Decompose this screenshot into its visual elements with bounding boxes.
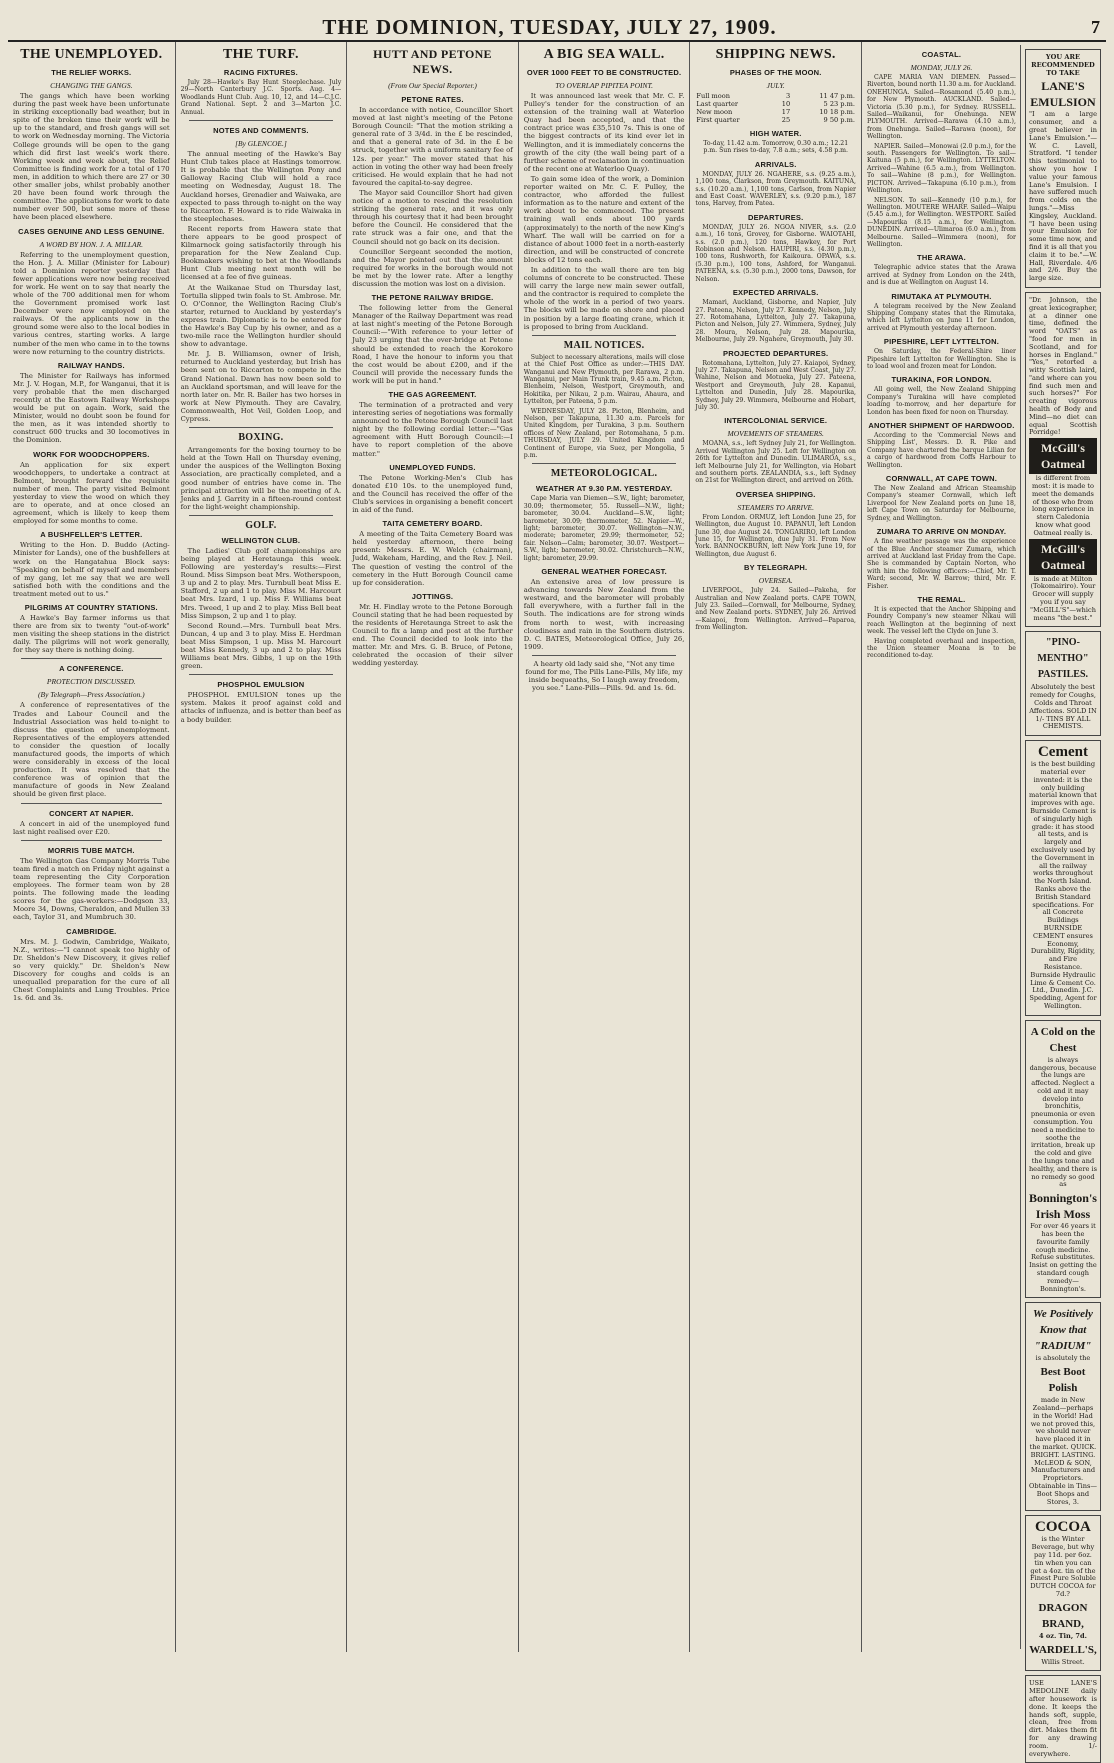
coastal-paragraph: CAPE MARIA VAN DIEMEN. Passed—Riverton, bound north 11.30 a.m. for Auckland. ONEHUNGA. Sailed—Rosamond (5.40 p.m.), for New Plymouth. AUCKLAND. Sailed—Victoria (5.30 p.m.), for Sydney. RUSSELL. Sailed—Waikanui, for Onehunga. NEW PLYMOUTH. Arrived—Rarawa (4.10 a.m.), from Onehunga. Sailed—Rarawa (noon), for Wellington. — [866, 74, 1016, 141]
coastal-paragraph: According to the 'Commercial News and Shipping List', Messrs. D. R. Pike and Company have chartered the barque Lilian for a cargo of hardwood from Coffs Harbour to Wellington. — [866, 432, 1016, 469]
divider — [21, 840, 162, 841]
article-paragraph: Mr. J. B. Williamson, owner of Irish, returned to Auckland yesterday, but Irish has been sent on to Riccarton to compete in the Grand National. Dawn has now been sold to an Auckland sportsman, and will leave for the north later on. Mr. R. Bailer has two horses in work at New Plymouth. They are Cavalry, Commonwealth, Hot Veil, Golden Loop, and Cypress. — [180, 350, 342, 424]
subhead: TAITA CEMETERY BOARD. — [382, 519, 483, 529]
article-paragraph: Arrangements for the boxing tourney to be held at the Town Hall on Thursday evening, under the auspices of the Wellington Boxing Association, are practically completed, and a good number of entries have come in. The principal attraction will be the meeting of A. Jenks and J. Garrity in a fifteen-round contest for the light-weight championship. — [180, 446, 342, 511]
moon-phases-table — [695, 92, 856, 124]
ad-text: is the Winter Beverage, but why pay 11d. per 6oz. tin when you can get a 4oz. tin of the Finest Pure Soluble DUTCH COCOA for 7d.? — [1030, 1535, 1096, 1598]
subhead: ARRIVALS. — [754, 159, 797, 169]
ad-title: COCOA — [1035, 1519, 1091, 1536]
moon-day: 25 — [781, 116, 791, 124]
ad-text: For over 46 years it has been the favourite family cough medicine. Refuse substitutes. Insist on getting the standard cough remedy—Bonnington's. — [1029, 1222, 1097, 1293]
ad-title: Best Boot Polish — [1040, 1366, 1086, 1395]
article-paragraph: The gangs which have been working during the past week have been unfortunate in striking exceptionally bad weather, but in spite of the broken time their work will be up to the standard, and fresh gangs will set to work on Wednesday morning. The Victoria College grounds will be open to the gang which did first last week's work there. Working week and week about, the Relief Committee is finding work for a total of 170 men, in addition to which there are 27 or 30 other smaller jobs, whilst probably another 20 have been found work through the committee. The applications for work to date number over 500, but some more of these have been placed elsewhere. — [13, 92, 170, 222]
subhead: OVERSEA SHIPPING. — [735, 489, 816, 499]
divider — [21, 658, 162, 659]
ad-title: Bonnington's Irish Moss — [1028, 1191, 1097, 1222]
headline-turf: THE TURF. — [222, 47, 299, 62]
page-number: 7 — [1091, 17, 1100, 37]
headline-golf: GOLF. — [245, 519, 277, 531]
subhead: DEPARTURES. — [747, 212, 804, 222]
article-paragraph: Second Round.—Mrs. Turnbull beat Mrs. Duncan, 4 up and 3 to play. Miss E. Herdman beat Miss Simpson, 1 up. Miss M. Harcourt beat Miss Kennedy, 3 up and 2 to play. Miss Williams beat Mrs. Gibbs, 1 up on the 19th green. — [180, 621, 342, 671]
divider — [532, 655, 677, 656]
ad-lanes-medoline — [1025, 1675, 1101, 1763]
headline-sea-wall: A BIG SEA WALL. — [543, 47, 665, 62]
article-paragraph: In addition to the wall there are ten big columns of concrete to be constructed. These will carry the large new main sewer outfall, and the contractor is required to complete the whole of the work in a period of two years. The blocks will be made on shore and placed in position by a large floating crane, which it is proposed to bring from Auckland. — [523, 265, 685, 331]
subhead: STEAMERS TO ARRIVE. — [737, 502, 814, 512]
subhead: BY TELEGRAPH. — [744, 563, 808, 573]
ad-text: is made at Milton (Tokomairiro). Your Grocer will supply you if you say "McGILL'S"—which means "the best." — [1029, 574, 1096, 622]
byline: (From Our Special Reporter.) — [388, 81, 477, 90]
article-paragraph: An application for six expert woodchoppers, to undertake a contract at Belmont, brought forward the requisite number of men. The party visited Belmont yesterday to view the wood on which they are to operate, and at once closed an agreement, which is likely to keep them employed for some months to come. — [13, 460, 170, 526]
subhead: EXPECTED ARRIVALS. — [732, 288, 819, 298]
subhead: A WORD BY HON. J. A. MILLAR. — [39, 239, 144, 249]
subhead: THE REMAL. — [917, 594, 966, 604]
ad-text: Willis Street. — [1041, 1657, 1085, 1666]
subhead: PILGRIMS AT COUNTRY STATIONS. — [24, 602, 158, 612]
subhead: WORK FOR WOODCHOPPERS. — [33, 449, 150, 459]
ad-title: A Cold on the Chest — [1030, 1025, 1096, 1054]
ad-title: McGill's Oatmeal — [1029, 539, 1097, 575]
ad-title: "PINO-MENTHO" PASTILES. — [1037, 637, 1089, 681]
article-paragraph: A concert in aid of the unemployed fund last night realised over £20. — [13, 819, 170, 836]
coastal-paragraph: Telegraphic advice states that the Arawa arrived at Sydney from London on the 24th, and is due at Wellington on August 14. — [866, 264, 1016, 287]
subhead: PHASES OF THE MOON. — [729, 68, 822, 77]
subhead: PROJECTED DEPARTURES. — [723, 348, 829, 358]
moon-time: 9 50 p.m. — [823, 116, 855, 124]
ad-radium-polish — [1025, 1302, 1101, 1511]
subhead: RAILWAY HANDS. — [57, 360, 125, 370]
article-paragraph: A conference of representatives of the Trades and Labour Council and the Industrial Association was held to-night to discuss the question of unemployment. Representatives of the employers attended to consider the question of locally manufactured goods, the imports of which were considerably in excess of the local production. It was resolved that the conference was of opinion that the manufacture of goods in New Zealand should be given first place. — [13, 701, 170, 799]
article-paragraph: The termination of a protracted and very interesting series of negotiations was formally announced to the Petone Borough Council last night by the following cordial letter:—"Gas agreement with Hutt Borough Council:—I have to report completion of the above matter." — [352, 401, 513, 458]
subhead: CHANGING THE GANGS. — [50, 81, 133, 90]
subhead: PETONE RATES. — [401, 95, 464, 104]
subhead: (By Telegraph—Press Association.) — [38, 690, 145, 700]
ad-text: Absolutely the best remedy for Coughs, Colds and Throat Affections. SOLD IN 1/- TINS BY ALL CHEMISTS. — [1029, 683, 1097, 731]
coastal-column — [867, 45, 1021, 1649]
column-unemployed — [8, 42, 176, 1652]
article-paragraph: Subject to necessary alterations, mails will close at the Chief Post Office as under:—THIS DAY. Wanganui and New Plymouth, per Rarawa, 2 p.m. Wanganui, per Main Trunk train, 9.45 a.m. Picton, Blenheim, Nelson, Westport, Greymouth, and Hokitika, per Nikau, 2 p.m. Wairau, Ahaura, and Lyttelton, per Pateena, 5 p.m. — [523, 353, 685, 406]
subhead: RACING FIXTURES. — [223, 68, 298, 77]
article-paragraph: A Hawke's Bay farmer informs us that there are from six to twenty "out-of-work" men visiting the sheep stations in the district daily. The pilgrims will not work generally, for they say there is nothing doing. — [13, 613, 170, 655]
moon-phase: Full moon — [696, 92, 730, 100]
subhead: WEATHER AT 9.30 P.M. YESTERDAY. — [535, 484, 673, 494]
ad-text: is absolutely the — [1035, 1354, 1091, 1363]
subhead: NOTES AND COMMENTS. — [213, 126, 309, 136]
subhead: OVER 1000 FEET TO BE CONSTRUCTED. — [526, 68, 682, 77]
moon-time: 5 23 p.m. — [823, 100, 855, 108]
article-paragraph: In accordance with notice, Councillor Short moved at last night's meeting of the Petone Borough Council: "That the motion striking a general rate of 3 3/4d. in the £ be rescinded, and that a general rate of 3d. in the £ be struck, together with a uniform sanitary fee of 12s. per year." The mover stated that his action in voting the other way had been freely criticised. He would explain that he had not favoured the capital-to-say degree. — [352, 106, 513, 187]
moon-day: 10 — [781, 100, 791, 108]
fixtures-list: July 28—Hawke's Bay Hunt Steeplechase. July 29—North Canterbury J.C. Sports. Aug. 4—Woodlands Hunt Club. Aug. 10, 12, and 14—C.J.C. Grand National. Sept. 2 and 3—Marton J.C. Annual. — [180, 79, 342, 116]
article-paragraph: PHOSPHOL EMULSION tones up the system. Makes it proof against cold and attacks of influenza, and is better than beef as a body builder. — [180, 691, 342, 724]
moon-time: 11 47 p.m. — [819, 92, 855, 100]
ad-title: McGill's Oatmeal — [1029, 438, 1097, 474]
subhead: PIPESHIRE, LEFT LYTTELTON. — [883, 337, 999, 347]
subhead: OVERSEA. — [758, 576, 793, 586]
shipping-paragraph: Mamari, Auckland, Gisborne, and Napier, July 27. Pateena, Nelson, July 27. Kennedy, Nelson, July 27. Rotomahana, Lyttelton, July 27. Takapuna, Picton and Nelson, July 27. Wimmera, Sydney, July 28. Moura, Nelson, July 28. Mapourika, Melbourne, July 29. Ngahere, Greymouth, July 30. — [695, 299, 856, 344]
moon-time: 10 18 p.m. — [819, 108, 855, 116]
masthead-title: THE DOMINION, TUESDAY, JULY 27, 1909. — [322, 15, 777, 39]
ad-title: Cement — [1037, 744, 1088, 761]
subhead: CAMBRIDGE. — [66, 926, 117, 936]
subhead: INTERCOLONIAL SERVICE. — [724, 416, 828, 426]
subhead: RIMUTAKA AT PLYMOUTH. — [891, 291, 992, 301]
moon-phase-row — [695, 116, 856, 124]
subhead: CASES GENUINE AND LESS GENUINE. — [18, 226, 165, 236]
article-paragraph: The Ladies' Club golf championships are being played at Heretaunga this week. Following are yesterday's results:—First Round. Miss Simpson beat Mrs. Wotherspoon, 3 up and 2 to play. Mrs. Turnbull beat Miss E. Stafford, 2 up and 1 to play. Miss M. Harcourt beat Mrs. Izard, 1 up. Miss F. Williams beat Mrs. Tweed, 1 up and 2 to play. Miss Bell beat Miss Simpson, 2 up and 1 to play. — [180, 546, 342, 620]
subhead: PHOSPHOL EMULSION — [217, 680, 305, 690]
article-paragraph: The Mayor said Councillor Short had given notice of a motion to rescind the resolution striking the general rate, and it was only through his courtesy that it had been brought before the Council. He considered that the rate struck was a fair one, and that the Council should not go back on its decision. — [352, 188, 513, 246]
moon-phase-row — [695, 92, 856, 100]
article-paragraph: Recent reports from Hawera state that there appears to be good prospect of Kilmarnock going satisfactorily through his preparation for the New Zealand Cup. Bookmakers wishing to bet at the Woodlands Hunt Club meeting next month will be licensed at a fee of five guineas. — [180, 224, 342, 282]
divider — [532, 335, 677, 336]
subhead: JOTTINGS. — [411, 591, 454, 601]
subhead: A CONFERENCE. — [59, 664, 124, 674]
subhead: GENERAL WEATHER FORECAST. — [541, 567, 667, 577]
ad-text: is different from most: it is made to meet the demands of those who from long experience in stern Caledonia know what good Oatmeal really is. — [1031, 474, 1094, 537]
divider — [189, 515, 334, 516]
ad-burnside-cement — [1025, 740, 1101, 1016]
ad-cocoa — [1025, 1515, 1101, 1671]
divider — [189, 674, 334, 675]
article-paragraph: Mrs. M. J. Godwin, Cambridge, Waikato, N.Z., writes:—"I cannot speak too highly of Dr. Sheldon's New Discovery, it gives relief so very quickly." Dr. Sheldon's New Discovery for coughs and colds is an unequalled preparation for the cure of all Chest Complaints and Lung Troubles. Price 1s. 6d. and 3s. — [13, 937, 170, 1003]
column-turf — [176, 42, 348, 1652]
article-paragraph: Cape Maria van Diemen—S.W., light; barometer, 30.09; thermometer, 55. Russell—N.W., light; barometer, 30.04. Auckland—S.W., light; barometer, 30.09; thermometer, 52. Napier—W., light; barometer, 30.07. Wellington—N.W., moderate; barometer, 29.99; thermometer, 52; fair. Nelson—Calm; barometer, 30.07. Westport—S.W., light; barometer, 30.02. Christchurch—N.W., light; barometer, 29.99. — [523, 495, 685, 562]
ad-text: "I am a large consumer, and a great believer in Lane's Emulsion."—W. C. Lavell, Stratford. "I tender this testimonial to show you how I value your famous Lane's Emulsion. I have suffered much from colds on the lungs."—Miss Kingsley, Auckland. "I have been using your Emulsion for some time now, and find it is all that you claim it to be."—W. Hall, Riverdale. 4/6 and 2/6. Buy the large size. — [1028, 110, 1097, 283]
ad-title: DRAGON BRAND, — [1038, 1601, 1088, 1630]
article-paragraph: A meeting of the Taita Cemetery Board was held yesterday afternoon, there being present: Messrs. E. W. Welch (chairman), Judd, Wakeham, Harding, and the Rev. J. Neil. The question of vesting the control of the cemetery in the Hutt Borough Council came up for consideration. — [352, 530, 513, 587]
column-hutt-petone — [347, 42, 519, 1652]
coastal-paragraph: All going well, the New Zealand Shipping Company's Turakina will have completed loading to-morrow, and her departure for London has been fixed for noon on Thursday. — [866, 386, 1016, 416]
article-paragraph: The following letter from the General Manager of the Railway Department was read at last night's meeting of the Petone Borough Council:—"With reference to your letter of July 23 urging that the over-bridge at Petone should be extended to reach the Korokoro Road, I have the honour to inform you that the cost would be about £200, and if the Council will provide the necessary funds the work will be put in hand." — [352, 304, 513, 385]
subhead: MONDAY, JULY 26. — [910, 63, 973, 72]
coastal-paragraph: NAPIER. Sailed—Monowai (2.0 p.m.), for the south. Passengers for Wellington. To sail—Kaituna (5 p.m.), for Wellington. LYTTELTON. Arrived—Wahine (6.5 a.m.), from Wellington. To sail—Wahine (8 p.m.), for Wellington. PICTON. Arrived—Takapuna (6.10 p.m.), from Wellington. — [866, 142, 1016, 195]
ad-text: "Dr. Johnson, the great lexicographer, at a dinner one time, defined the word "OATS" as "food for men in Scotland, and for horses in England." "Yes," retorted a witty Scottish laird, "and where can you find such men and such horses?" For creating vigorous health of Body and Mind—no diet can equal Scottish Porridge! — [1028, 295, 1097, 437]
article-paragraph: To gain some idea of the work, a Dominion reporter waited on Mr. C. F. Pulley, the contractor, who afforded the fullest information as to the nature and extent of the work about to be commenced. The present training wall ends about 100 yards (approximately) to the north of the new King's Wharf. The wall will be carried on for a distance of about 1000 feet in a north-easterly direction, and will be constructed of concrete blocks of 12 tons each. — [523, 174, 685, 264]
subhead: MORRIS TUBE MATCH. — [47, 845, 135, 855]
shipping-paragraph: MONDAY, JULY 26. NGOA NIVER, s.s. (2.0 a.m.), 16 tons, Grovey, for Gisborne. WAIOTAHI, s.s. (2.0 p.m.), 120 tons, Hawkey, for Port Robinson and Nelson. HAUPIRI, s.s. (4.30 p.m.), 100 tons, Rushworth, for Kaikoura. OPAWA, s.s. (5.30 p.m.), 100 tons, Ashford, for Wanganui. PATEENA, s.s. (5.30 p.m.), 2000 tons, Dawson, for Nelson. — [695, 223, 856, 283]
byline: [By GLENCOE.] — [235, 139, 287, 149]
article-paragraph: It was announced last week that Mr. C. F. Pulley's tender for the construction of an extension of the training wall at Waterloo Quay had been accepted, and that the contract price was £35,510 7s. This is one of the biggest contracts of its kind ever let in Wellington, and it is immediately concerns the growth of the city (the wall being part of a further scheme of reclamation in continuation of the recent one at Waterloo Quay). — [523, 92, 685, 173]
ad-text: is always dangerous, because the lungs are affected. Neglect a cold and it may develop into bronchitis, pneumonia or even consumption. You need a medicine to soothe the irritation, break up the cold and give the lungs tone and healthy, and there is no remedy so good as — [1028, 1055, 1097, 1189]
ad-pino-mentho — [1025, 631, 1101, 736]
subhead: CORNWALL, AT CAPE TOWN. — [885, 474, 998, 484]
coastal-paragraph: NELSON. To sail—Kennedy (10 p.m.), for Wellington. MOUTERE WHARF. Sailed—Waipu (5.45 a.m.), for Wellington. WESTPORT. Sailed—Mapourika (8.15 a.m.), for Wellington. DUNEDIN. Arrived—Ulimaroa (6.0 a.m.), from Melbourne. Sailed—Wimmera (noon), for Wellington. — [866, 196, 1016, 248]
ad-title: WARDELL'S, — [1029, 1643, 1097, 1656]
headline-meteorological: METEOROLOGICAL. — [550, 468, 658, 480]
shipping-paragraph: MONDAY, JULY 26. NGAHERE, s.s. (9.25 a.m.), 1,100 tons, Clarkson, from Greymouth. KAITUNA, s.s. (10.20 a.m.), 1,100 tons, Carlson, from Napier and East Coast. WAVERLEY, s.s. (9.20 p.m.), 187 tons, Harvey, from Patea. — [695, 170, 856, 208]
advertisements-column — [1021, 45, 1101, 1758]
headline-hutt-petone: HUTT AND PETONE NEWS. — [373, 47, 492, 76]
column-coastal-ads — [862, 42, 1106, 1758]
verse-ad: A hearty old lady said she, "Not any time found for me, The Pills Lane-Pills, My life, my inside bequeaths, So I laugh away freedom, you see." Lane-Pills—Pills. 9d. and 1s. 6d. — [525, 659, 683, 693]
coastal-paragraph: A telegram received by the New Zealand Shipping Company states that the Rimutaka, which left Lyttelton on June 11 for London, arrived at Plymouth yesterday afternoon. — [866, 302, 1016, 332]
article-paragraph: The Minister for Railways has informed Mr. J. V. Hogan, M.P., for Wanganui, that it is very probable that the men discharged recently at the Eastown Railway Workshops would be put on again. Work, said the Minister, would no doubt soon be found for the men, as it was intended shortly to construct 600 trucks and 30 locomotives in the Dominion. — [13, 371, 170, 445]
shipping-paragraph: MOANA, s.s., left Sydney July 21, for Wellington. Arrived Wellington July 25. Left for Wellington on 26th for Lyttelton and Dunedin. ULIMAROA, s.s., left Melbourne July 21, for Wellington, via Hobart and southern ports. ZEALANDIA, s.s., left Sydney on 21st for Wellington direct, and arrived on 26th. — [695, 440, 856, 485]
divider — [532, 463, 677, 464]
ad-title: We Positively Know that "RADIUM" — [1032, 1308, 1093, 1353]
tide-times: To-day, 11.42 a.m. Tomorrow, 0.30 a.m.; 12.21 p.m. Sun rises to-day, 7.8 a.m.; sets, 4.58 p.m. — [703, 140, 849, 155]
divider — [189, 120, 334, 121]
article-paragraph: WEDNESDAY, JULY 28. Picton, Blenheim, and Nelson, per Takapuna, 11.30 a.m. Parcels for United Kingdom, per Turakina, 3 p.m. Southern offices of New Zealand, per Rotomahana, 5 p.m. THURSDAY, JULY 29. United Kingdom and Continent of Europe, via Suez, per Mongolia, 5 p.m. — [523, 407, 685, 459]
article-paragraph: Councillor Sergeant seconded the motion, and the Mayor pointed out that the amount required for works in the borough would not be met by the lower rate. After a lengthy discussion the motion was lost on a division. — [352, 247, 513, 288]
subhead: THE RELIEF WORKS. — [51, 68, 132, 77]
subhead: ANOTHER SHIPMENT OF HARDWOOD. — [868, 421, 1015, 431]
moon-day: 17 — [781, 108, 791, 116]
subhead: COASTAL. — [921, 50, 962, 59]
moon-phase: Last quarter — [696, 100, 739, 108]
moon-phase-row — [695, 108, 856, 116]
ad-text: made in New Zealand—perhaps in the World! Had we not proved this, we should never have placed it in the market. QUICK. BRIGHT. LASTING. McLEOD & SON, Manufacturers and Proprietors. Obtainable in Tins—Boot Shops and Stores, 3. — [1028, 1396, 1097, 1506]
divider — [189, 427, 334, 428]
article-paragraph: The Petone Working-Men's Club has donated £10 10s. to the unemployed fund, and the Council has received the offer of the Club's services in organising a benefit concert in aid of the fund. — [352, 473, 513, 515]
column-sea-wall — [519, 42, 691, 1652]
ad-lanes-emulsion — [1025, 49, 1101, 288]
ad-text: is the best building material ever invented: it is the only building material known that improves with age. Burnside Cement is of singularly high grade: it has stood all tests, and is largely and exclusively used by the Government in all the railway works throughout the North Island. Ranks above the British Standard specifications. For all Concrete Buildings BURNSIDE CEMENT ensures Economy, Durability, Rigidity, and Fire Resistance. Burnside Hydraulic Lime & Cement Co. Ltd., Dunedin. J.C. Spedding, Agent for Wellington. — [1029, 760, 1097, 1010]
moon-phase: First quarter — [696, 116, 740, 124]
subhead: THE ARAWA. — [917, 253, 966, 263]
article-paragraph: The annual meeting of the Hawke's Bay Hunt Club takes place at Hastings tomorrow. It is probable that the Wellington Pony and Galloway Racing Club will hold a race meeting on Wednesday, August 18. The Auckland horses, Grenadier and Waiwaka, are expected to pass through to-night on the way to Riccarton. F. Howard is to ride Waiwaka in the steeplechases. — [180, 150, 342, 223]
shipping-paragraph: Rotomahana, Lyttelton, July 27. Kaiapoi, Sydney, July 27. Takapuna, Nelson and West Coast, July 27. Wahine, Nelson and Motueka, July 27. Pateena, Westport and Greymouth, July 28. Kapanui, Lyttelton and Dunedin, July 28. Mapourika, Sydney, July 29. Wimmera, Melbourne and Hobart, July 30. — [695, 359, 856, 411]
moon-phase-row — [695, 100, 856, 108]
article-paragraph: Writing to the Hon. D. Buddo (Acting-Minister for Lands), one of the bushfellers at work on the Hangatahua Block says: "Speaking on behalf of myself and members of my gang, let me say that we are well satisfied both with the conditions and the treatment meted out to us." — [13, 541, 170, 598]
coastal-paragraph: On Saturday, the Federal-Shire liner Pipeshire left Lyttelton for Wellington. She is to load wool and frozen meat for London. — [866, 348, 1016, 370]
article-paragraph: An extensive area of low pressure is advancing towards New Zealand from the westward, and the barometer will probably fall everywhere, with a further fall in the South. The indications are for strong winds from north to west, with increasing cloudiness and rain in the Southern districts. D. C. BATES, Meteorological Office, July 26, 1909. — [523, 578, 685, 651]
subhead: WELLINGTON CLUB. — [221, 535, 301, 545]
headline-mail-notices: MAIL NOTICES. — [563, 339, 645, 351]
coastal-paragraph: The New Zealand and African Steamship Company's steamer Cornwall, which left Liverpool for New Zealand ports on June 18, left Cape Town on Saturday for Melbourne, Sydney, and Wellington. — [866, 485, 1016, 522]
moon-day: 3 — [785, 92, 791, 100]
ad-mcgills-oatmeal — [1025, 292, 1101, 628]
headline-unemployed: THE UNEMPLOYED. — [20, 47, 163, 62]
subhead: A BUSHFELLER'S LETTER. — [40, 530, 143, 540]
article-paragraph: At the Waikanae Stud on Thursday last, Tortulla slipped twin foals to St. Ambrose. Mr. O. O'Connor, the Wellington Racing Club's starter, returned to Auckland by yesterday's express train. Diplomatic is to be entered for the Hawke's Bay Cup by his owner, and as a two-mile race the Wellington hurdler should show to advantage. — [180, 283, 342, 349]
subhead: CONCERT AT NAPIER. — [49, 808, 134, 818]
subhead: TURAKINA, FOR LONDON. — [891, 375, 992, 385]
article-paragraph: Mr. H. Findlay wrote to the Petone Borough Council stating that he had been requested by the residents of Heretaunga Street to ask the Council to fix a lamp and post at the further end. The Council decided to look into the matter. Mr. and Mrs. G. B. Bruce, of Petone, celebrated the occasion of their silver wedding yesterday. — [352, 602, 513, 668]
subhead: THE PETONE RAILWAY BRIDGE. — [371, 293, 494, 303]
column-shipping — [690, 42, 862, 1652]
ad-text: USE LANE'S MEDOLINE daily after housework is done. It keeps the hands soft, supple, clean, free from dirt. Makes them fit for any drawing room. 1/- everywhere. — [1028, 1679, 1097, 1758]
coastal-paragraph: A fine weather passage was the experience of the Blue Anchor steamer Zumara, which arrived at Auckland last Friday from the Cape. She is commanded by Captain Norton, who with him the following officers:—Chief, Mr. T. Ward; second, Mr. W. Barrow; third, Mr. F. Fisher. — [866, 538, 1016, 590]
ad-text: 4 oz. Tin, 7d. — [1039, 1631, 1087, 1640]
subhead: THE GAS AGREEMENT. — [388, 390, 477, 399]
subhead: ZUMARA TO ARRIVE ON MONDAY. — [876, 527, 1007, 537]
shipping-paragraph: From London. ORMUZ, left London June 25, for Wellington, due August 10. PAPANUI, left London June 30, due August 24. TONGARIRO, left London June 15, for Wellington, due July 31. From New York. BANNOCKBURN, left New York June 19, for Wellington, due August 6. — [695, 513, 856, 558]
subhead: PROTECTION DISCUSSED. — [46, 677, 136, 687]
ad-title: LANE'S EMULSION — [1030, 79, 1096, 110]
headline-shipping: SHIPPING NEWS. — [715, 47, 836, 62]
headline-boxing: BOXING. — [238, 432, 284, 444]
coastal-paragraph: It is expected that the Anchor Shipping and Foundry Company's new steamer Nikau will reach Wellington at the beginning of next week. The vessel left the Clyde on June 3. — [866, 605, 1016, 636]
ad-kicker: YOU ARE RECOMMENDED TO TAKE — [1031, 53, 1095, 77]
subhead: JULY. — [766, 81, 785, 90]
masthead — [8, 6, 1106, 42]
divider — [21, 803, 162, 804]
subhead: MOVEMENTS OF STEAMERS. — [727, 429, 824, 439]
subhead: HIGH WATER. — [749, 129, 802, 138]
ad-bonningtons — [1025, 1020, 1101, 1299]
moon-phase: New moon — [696, 108, 733, 116]
shipping-paragraph: LIVERPOOL, July 24. Sailed—Pakeha, for Australian and New Zealand ports. CAPE TOWN, July 23. Sailed—Cornwall, for Melbourne, Sydney, and New Zealand ports. SYDNEY, July 26. Arrived—Kaiapoi, from Wellington. Arrived—Paparoa, from Wellington. — [695, 587, 856, 632]
subhead: UNEMPLOYED FUNDS. — [389, 462, 476, 472]
article-paragraph: The Wellington Gas Company Morris Tube team fired a match on Friday night against a team representing the City Corporation employees. The former team won by 28 points. The following made the leading scores for the gas-workers:—Dodgson 33, Moore 34, Downs, Cheraldon, and Mullen 33 each, Taylor 31, and Mumbruch 30. — [13, 856, 170, 922]
article-paragraph: Referring to the unemployment question, the Hon. J. A. Millar (Minister for Labour) told a Dominion reporter yesterday that fewer applications were now being received for work. He went on to say that nearly the whole of the 700 additional men for whom the Government promised work last December were now employed on the railways. Of the applicants now in the ground some were also to the local bodies in various centres, starting works. A large number of the men who came in to the towns were now returning to the country districts. — [13, 250, 170, 356]
subhead: TO OVERLAP PIPITEA POINT. — [555, 81, 653, 90]
coastal-paragraph: Having completed overhaul and inspection, the Union steamer Moana is to be reconditioned to-day. — [866, 637, 1016, 660]
